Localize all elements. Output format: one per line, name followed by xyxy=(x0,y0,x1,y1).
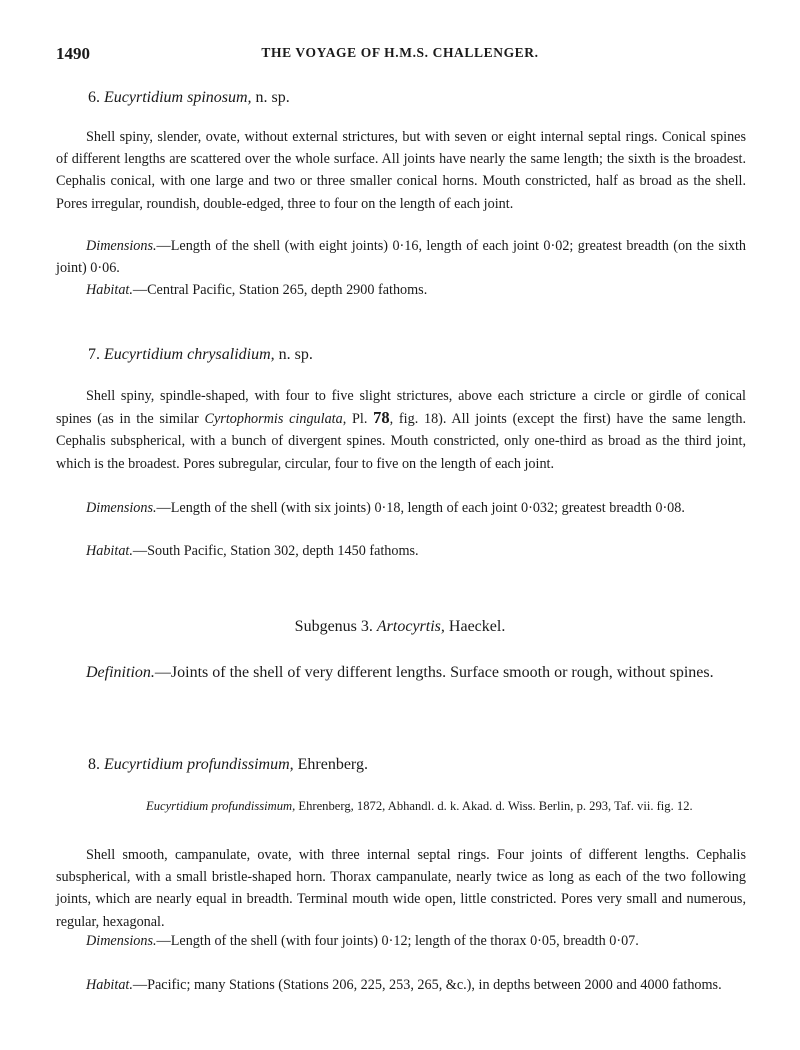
running-title: THE VOYAGE OF H.M.S. CHALLENGER. xyxy=(261,45,539,60)
species-7-habitat-label: Habitat. xyxy=(86,543,133,559)
species-7-desc-part1: Shell spiny, spindle-shaped, with four to five slight strictures, above each stricture a circle or girdle of conical spines (as in the similar xyxy=(56,388,746,428)
species-6-habitat xyxy=(56,279,746,301)
species-6-dimensions xyxy=(56,235,746,279)
species-6-habitat-text: —Central Pacific, Station 265, depth 2900 fathoms. xyxy=(132,282,428,298)
species-8-habitat-label: Habitat. xyxy=(86,977,133,993)
species-7-suffix: n. sp. xyxy=(278,346,313,363)
species-8-dimensions xyxy=(56,930,746,952)
species-6-description: Shell spiny, slender, ovate, without external strictures, but with seven or eight internal septal rings. Conical spines of different lengths are scattered over the whole surface. All joints have nearly the same length; the sixth is the broadest. Cephalis conical, with one large and two or three smaller conical horns. Mouth constricted, half as broad as the shell. Pores irregular, roundish, double-edged, three to four on the length of each joint. xyxy=(56,129,746,212)
species-8-name: Eucyrtidium profundissimum, xyxy=(104,756,294,773)
species-6-number: 6. xyxy=(88,89,100,106)
definition-text: —Joints of the shell of very different lengths. Surface smooth or rough, without spines. xyxy=(154,664,714,681)
species-7-desc-part2: , fig. 18). All joints (except the first) have the same length. Cephalis subspherical, with a bunch of divergent spines. Mouth constricted, only one-third as broad as the third joint, which is the broadest. Pores subregular, circular, four to five on the length of each joint. xyxy=(56,411,746,472)
species-7-number: 7. xyxy=(88,346,100,363)
species-6-habitat-label: Habitat. xyxy=(86,282,133,298)
species-7-ref-plate: 78 xyxy=(373,408,390,428)
citation-name: Eucyrtidium profundissimum, xyxy=(146,799,296,813)
species-7-name: Eucyrtidium chrysalidium, xyxy=(104,346,275,363)
species-8-habitat xyxy=(56,974,746,996)
species-8-dimensions-label: Dimensions. xyxy=(86,933,157,949)
species-7-dimensions xyxy=(56,497,746,519)
species-7-description xyxy=(56,385,746,475)
species-7-ref-species: Cyrtophormis cingulata xyxy=(204,411,343,428)
subgenus-prefix: Subgenus 3. xyxy=(294,618,373,635)
species-6-suffix: n. sp. xyxy=(255,89,290,106)
species-6-dimensions-text: —Length of the shell (with eight joints) 0·16, length of each joint 0·02; greatest breadth (on the sixth joint) 0·06. xyxy=(56,238,746,277)
species-8-citation xyxy=(146,796,774,816)
species-7-dimensions-text: —Length of the shell (with six joints) 0·18, length of each joint 0·032; greatest breadth 0·08. xyxy=(156,500,685,516)
subgenus-heading xyxy=(0,618,800,636)
species-7-habitat-text: —South Pacific, Station 302, depth 1450 fathoms. xyxy=(132,543,419,559)
running-head xyxy=(56,44,744,68)
species-7-heading xyxy=(88,346,313,364)
species-6-name: Eucyrtidium spinosum, xyxy=(104,89,252,106)
species-7-ref-pl: , Pl. xyxy=(342,411,374,428)
species-6-heading xyxy=(88,89,290,107)
species-7-dimensions-label: Dimensions. xyxy=(86,500,157,516)
definition-label: Definition. xyxy=(86,664,155,681)
subgenus-name: Artocyrtis, xyxy=(376,618,445,635)
page-number: 1490 xyxy=(56,44,90,63)
citation-text: Ehrenberg, 1872, Abhandl. d. k. Akad. d. Wiss. Berlin, p. 293, Taf. vii. fig. 12. xyxy=(295,799,693,813)
species-7-habitat xyxy=(56,540,746,562)
species-8-dimensions-text: —Length of the shell (with four joints) 0·12; length of the thorax 0·05, breadth 0·07. xyxy=(156,933,639,949)
species-8-suffix: Ehrenberg. xyxy=(297,756,368,773)
species-8-heading xyxy=(88,756,368,774)
species-6-dimensions-label: Dimensions. xyxy=(86,238,157,254)
species-8-number: 8. xyxy=(88,756,100,773)
subgenus-author: Haeckel. xyxy=(448,618,506,635)
species-8-habitat-text: —Pacific; many Stations (Stations 206, 225, 253, 265, &c.), in depths between 2000 and 4000 fathoms. xyxy=(132,977,722,993)
species-8-description: Shell smooth, campanulate, ovate, with three internal septal rings. Four joints of different lengths. Cephalis subspherical, with a small bristle-shaped horn. Thorax campanulate, nearly twice as long as each of the two following joints, which are nearly equal in breadth. Terminal mouth wide open, little constricted. Pores very small and numerous, regular, hexagonal. xyxy=(56,847,746,930)
subgenus-definition xyxy=(56,661,746,684)
